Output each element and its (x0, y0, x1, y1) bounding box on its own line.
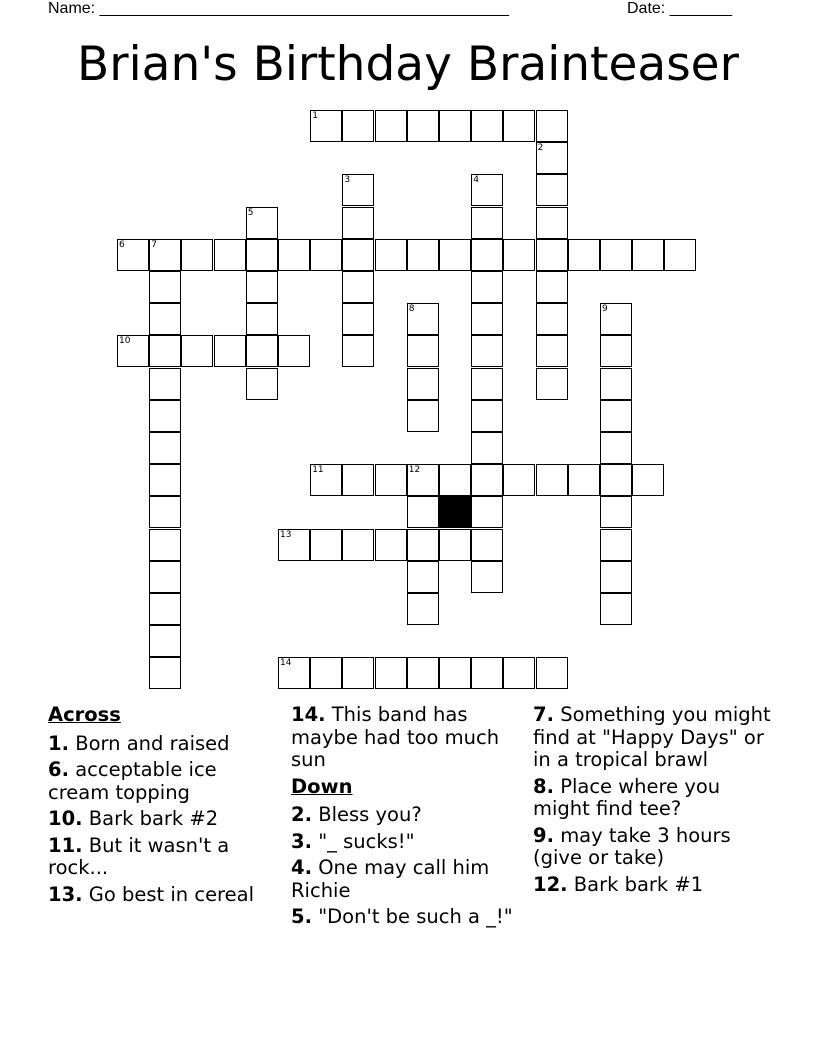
answer-cell[interactable] (342, 271, 374, 303)
down-clue: 2. Bless you? (291, 803, 422, 826)
answer-cell[interactable] (536, 657, 568, 689)
answer-cell[interactable] (375, 239, 407, 271)
answer-cell[interactable] (568, 239, 600, 271)
answer-cell[interactable] (503, 657, 535, 689)
clue-number-label: 12 (408, 465, 421, 476)
answer-cell[interactable] (471, 400, 503, 432)
answer-cell[interactable] (471, 432, 503, 464)
answer-cell[interactable] (471, 239, 503, 271)
answer-cell[interactable] (600, 432, 632, 464)
clue-number-label: 1 (312, 111, 318, 121)
answer-cell[interactable] (407, 496, 439, 528)
answer-cell[interactable] (471, 496, 503, 528)
black-square (439, 496, 471, 528)
answer-cell[interactable] (246, 335, 278, 367)
answer-cell[interactable] (632, 464, 664, 496)
clue-number-label: 3 (344, 175, 351, 186)
clue-number-label: 13 (280, 529, 292, 540)
answer-cell[interactable] (310, 657, 342, 689)
answer-cell[interactable] (214, 335, 246, 367)
down-clue: 4. One may call him Richie (291, 856, 490, 902)
answer-cell[interactable] (407, 529, 439, 561)
clue-number-label: 6 (119, 239, 125, 250)
across-heading: Across (48, 703, 121, 726)
answer-cell[interactable] (149, 529, 181, 561)
answer-cell[interactable] (471, 464, 503, 496)
answer-cell[interactable] (375, 657, 407, 689)
answer-cell[interactable] (536, 110, 568, 142)
answer-cell[interactable] (181, 239, 213, 271)
down-clue: 5. "Don't be such a _!" (291, 905, 513, 928)
clue-column-2 (291, 704, 523, 933)
answer-cell[interactable] (278, 239, 310, 271)
clue-number-label: 8 (408, 304, 415, 315)
clue-number-label: 9 (602, 304, 608, 315)
answer-cell[interactable] (536, 368, 568, 400)
answer-cell[interactable] (536, 239, 568, 271)
answer-cell[interactable] (407, 239, 439, 271)
answer-cell[interactable] (149, 625, 181, 657)
answer-cell[interactable] (407, 335, 439, 367)
answer-cell[interactable] (439, 657, 471, 689)
clue-number-label: 14 (280, 658, 292, 669)
answer-cell[interactable] (600, 464, 632, 496)
answer-cell[interactable] (439, 110, 471, 142)
across-clue: 10. Bark bark #2 (48, 807, 219, 830)
answer-cell[interactable] (503, 464, 535, 496)
answer-cell[interactable] (342, 303, 374, 335)
answer-cell[interactable] (342, 657, 374, 689)
answer-cell[interactable] (407, 593, 439, 625)
answer-cell[interactable] (407, 110, 439, 142)
answer-cell[interactable] (600, 335, 632, 367)
answer-cell[interactable] (342, 239, 374, 271)
down-clue: 9. may take 3 hours (give or take) (533, 823, 731, 869)
across-clue: 11. But it wasn't a rock... (48, 833, 230, 879)
clue-number-label: 7 (151, 239, 157, 250)
answer-cell[interactable] (342, 110, 374, 142)
clue-number-label: 4 (473, 175, 479, 186)
answer-cell[interactable] (246, 303, 278, 335)
down-clue: 3. "_ sucks!" (291, 829, 415, 853)
down-heading: Down (291, 774, 353, 798)
answer-cell[interactable] (664, 239, 696, 271)
answer-cell[interactable] (246, 368, 278, 400)
answer-cell[interactable] (503, 110, 535, 142)
answer-cell[interactable] (471, 335, 503, 367)
down-clue: 12. Bark bark #1 (533, 872, 704, 896)
answer-cell[interactable] (439, 529, 471, 561)
answer-cell[interactable] (503, 239, 535, 271)
date-field-label: Date: _______ (627, 0, 732, 17)
answer-cell[interactable] (342, 335, 374, 367)
answer-cell[interactable] (149, 464, 181, 496)
answer-cell[interactable] (375, 464, 407, 496)
answer-cell[interactable] (407, 657, 439, 689)
clue-number-label: 5 (247, 207, 254, 218)
answer-cell[interactable] (600, 593, 632, 625)
answer-cell[interactable] (342, 529, 374, 561)
answer-cell[interactable] (568, 464, 600, 496)
answer-cell[interactable] (471, 368, 503, 400)
answer-cell[interactable] (375, 529, 407, 561)
answer-cell[interactable] (471, 303, 503, 335)
answer-cell[interactable] (536, 464, 568, 496)
clue-number-label: 11 (312, 465, 324, 476)
answer-cell[interactable] (536, 207, 568, 239)
answer-cell[interactable] (149, 657, 181, 689)
answer-cell[interactable] (246, 239, 278, 271)
answer-cell[interactable] (600, 239, 632, 271)
answer-cell[interactable] (149, 561, 181, 593)
answer-cell[interactable] (149, 400, 181, 432)
answer-cell[interactable] (149, 335, 181, 367)
answer-cell[interactable] (149, 271, 181, 303)
answer-cell[interactable] (407, 400, 439, 432)
answer-cell[interactable] (149, 432, 181, 464)
clue-column-1 (48, 704, 280, 910)
answer-cell[interactable] (536, 335, 568, 367)
clue-number-label: 2 (537, 143, 544, 154)
answer-cell[interactable] (600, 400, 632, 432)
answer-cell[interactable] (310, 239, 342, 271)
answer-cell[interactable] (536, 271, 568, 303)
answer-cell[interactable] (471, 561, 503, 593)
answer-cell[interactable] (181, 335, 213, 367)
answer-cell[interactable] (214, 239, 246, 271)
answer-cell[interactable] (600, 368, 632, 400)
answer-cell[interactable] (310, 529, 342, 561)
down-clue: 8. Place where you might find tee? (533, 774, 721, 820)
answer-cell[interactable] (149, 593, 181, 625)
answer-cell[interactable] (600, 529, 632, 561)
answer-cell[interactable] (149, 496, 181, 528)
answer-cell[interactable] (632, 239, 664, 271)
answer-cell[interactable] (149, 303, 181, 335)
answer-cell[interactable] (375, 110, 407, 142)
answer-cell[interactable] (149, 368, 181, 400)
answer-cell[interactable] (439, 464, 471, 496)
answer-cell[interactable] (471, 110, 503, 142)
answer-cell[interactable] (600, 561, 632, 593)
answer-cell[interactable] (471, 529, 503, 561)
answer-cell[interactable] (471, 271, 503, 303)
clue-number-label: 10 (119, 336, 131, 347)
answer-cell[interactable] (342, 464, 374, 496)
name-field-label: Name: ______________________________________________ (48, 0, 509, 17)
answer-cell[interactable] (246, 271, 278, 303)
across-clue: 6. acceptable ice cream topping (48, 758, 217, 804)
across-clue: 13. Go best in cereal (48, 882, 255, 906)
answer-cell[interactable] (536, 174, 568, 206)
answer-cell[interactable] (407, 368, 439, 400)
answer-cell[interactable] (278, 335, 310, 367)
across-clue: 1. Born and raised (48, 731, 230, 755)
page-title: Brian's Birthday Brainteaser (77, 37, 739, 92)
answer-cell[interactable] (471, 207, 503, 239)
answer-cell[interactable] (439, 239, 471, 271)
answer-cell[interactable] (600, 496, 632, 528)
across-clue: 14. This band has maybe had too much sun (291, 703, 500, 771)
answer-cell[interactable] (407, 561, 439, 593)
clue-column-3 (533, 704, 773, 900)
answer-cell[interactable] (471, 657, 503, 689)
answer-cell[interactable] (536, 303, 568, 335)
down-clue: 7. Something you might find at "Happy Days" or in a tropical brawl (533, 703, 771, 771)
answer-cell[interactable] (342, 207, 374, 239)
